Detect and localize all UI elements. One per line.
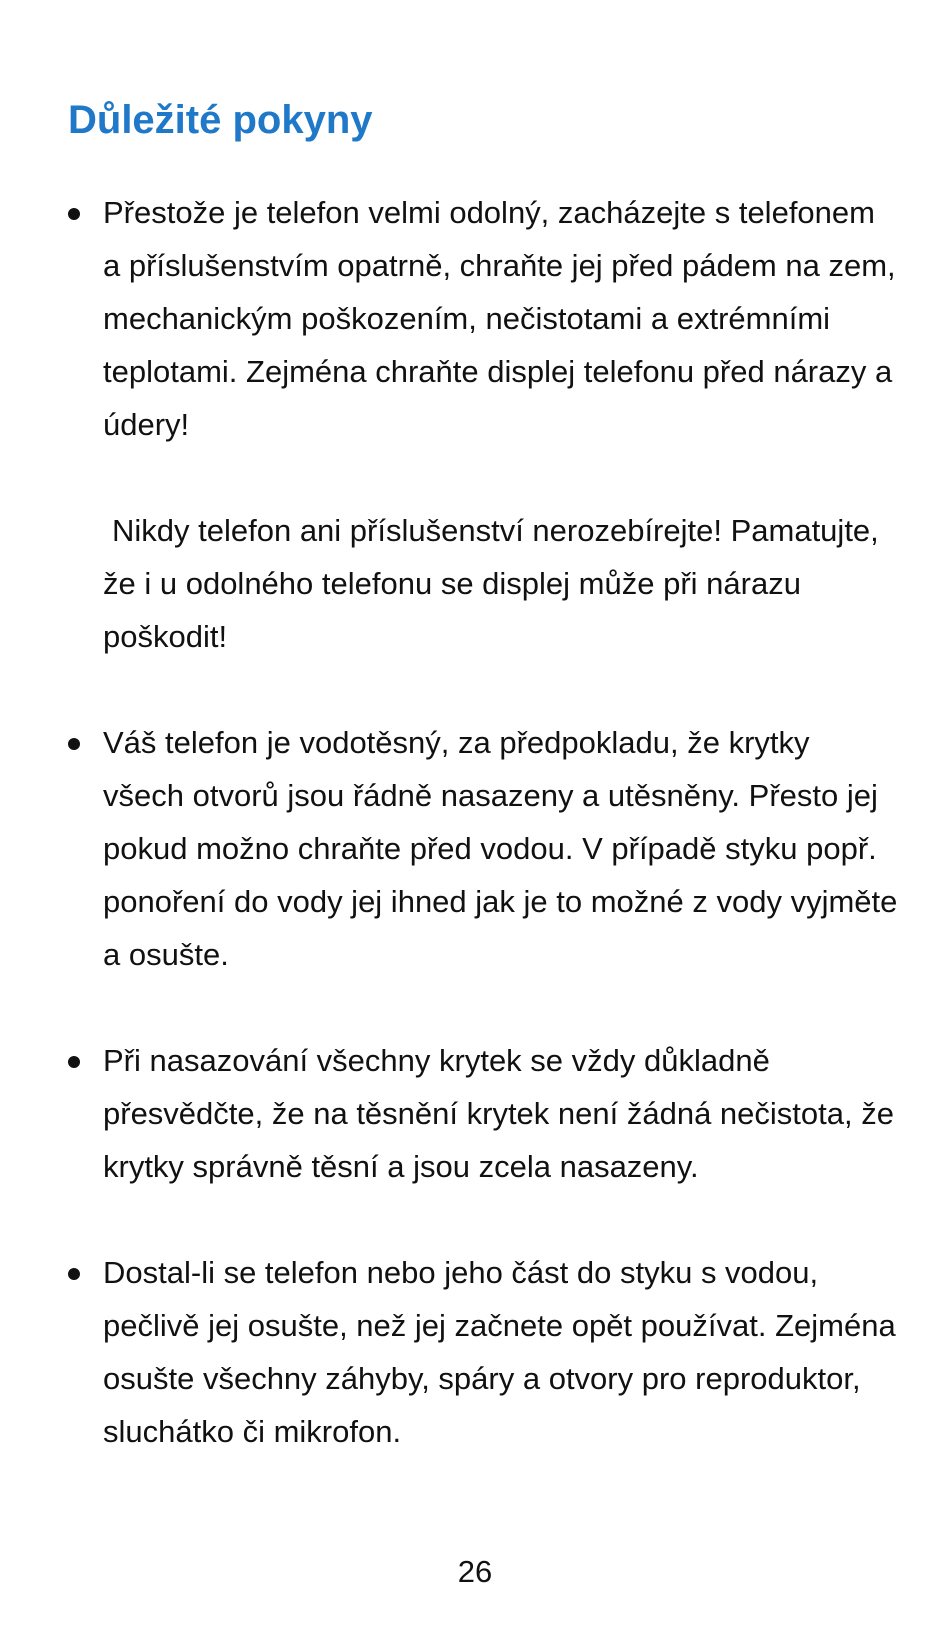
bullet-icon [68, 208, 80, 220]
bullet-icon [68, 1056, 80, 1068]
item-paragraph: Přestože je telefon velmi odolný, zacházejte s telefonem a příslušenstvím opatrně, chraňte jej před pádem na zem, mechanickým poškozením, nečistotami a extrémními teplotami. Zejména chraňte displej telefonu před nárazy a údery! [103, 195, 896, 442]
instruction-list [68, 186, 898, 1458]
bullet-icon [68, 738, 80, 750]
page-title: Důležité pokyny [68, 98, 373, 142]
list-item [68, 186, 898, 663]
bullet-icon [68, 1268, 80, 1280]
list-item [68, 716, 898, 981]
item-paragraph: Váš telefon je vodotěsný, za předpokladu, že krytky všech otvorů jsou řádně nasazeny a utěsněny. Přesto jej pokud možno chraňte před vodou. V případě styku popř. ponoření do vody jej ihned jak je to možné z vody vyjměte a osušte. [103, 725, 898, 972]
item-paragraph: Nikdy telefon ani příslušenství nerozebírejte! Pamatujte, že i u odolného telefonu se displej může při nárazu poškodit! [103, 513, 879, 654]
list-item [68, 1034, 898, 1193]
list-item [68, 1246, 898, 1458]
item-paragraph: Při nasazování všechny krytek se vždy důkladně přesvědčte, že na těsnění krytek není žádná nečistota, že krytky správně těsní a jsou zcela nasazeny. [103, 1043, 894, 1184]
page-number: 26 [457, 1554, 493, 1589]
item-paragraph: Dostal-li se telefon nebo jeho část do styku s vodou, pečlivě jej osušte, než jej začnete opět používat. Zejména osušte všechny záhyby, spáry a otvory pro reproduktor, sluchátko či mikrofon. [103, 1255, 896, 1449]
